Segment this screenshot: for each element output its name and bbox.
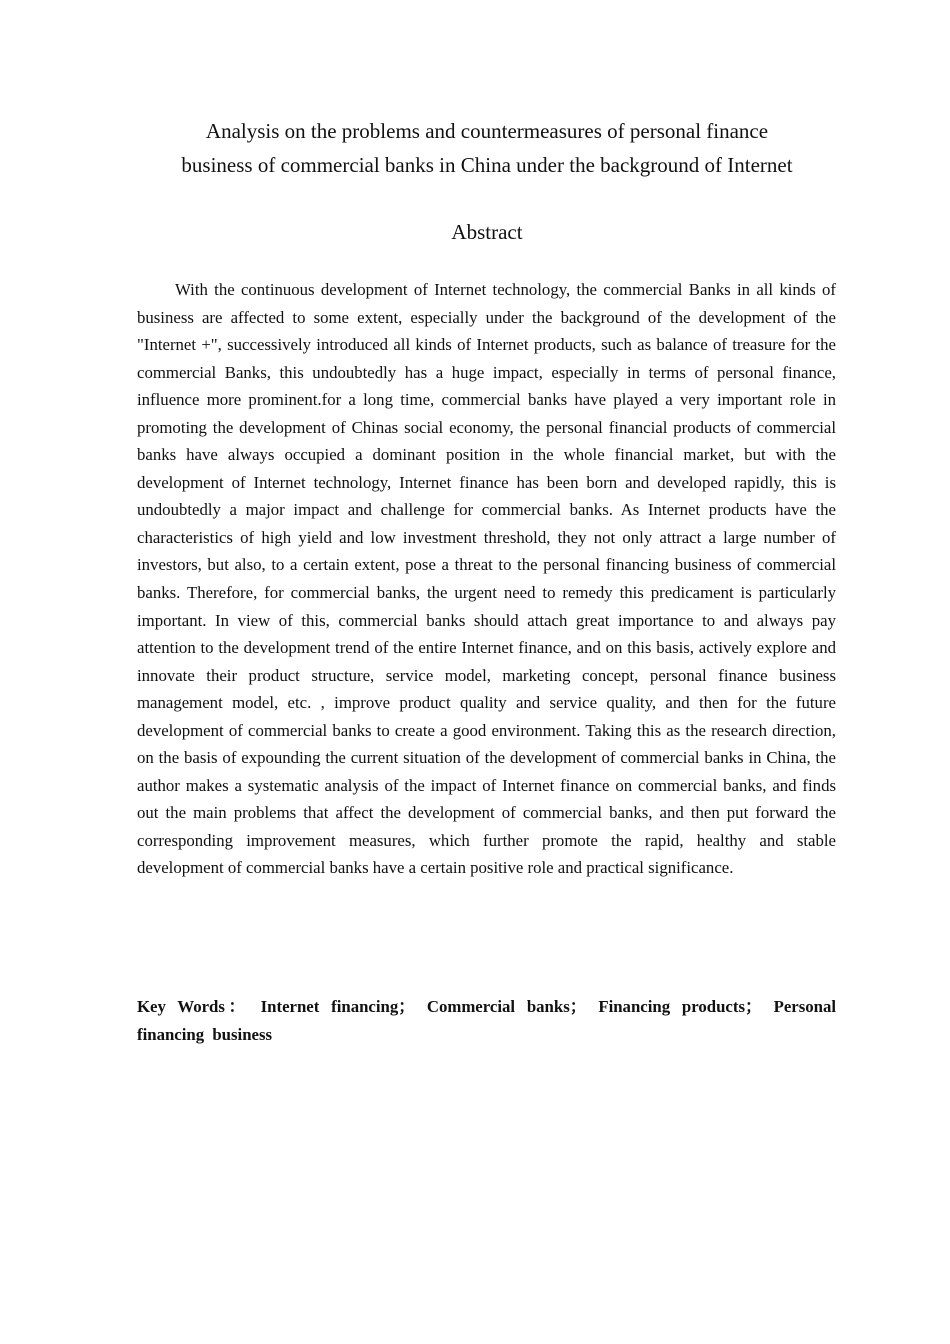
keywords-label: Key Words：	[137, 997, 249, 1016]
keyword: Commercial banks；	[426, 997, 587, 1016]
abstract-heading: Abstract	[451, 220, 523, 244]
keyword: Internet financing；	[260, 997, 416, 1016]
title-line-1: Analysis on the problems and countermeasures of personal finance	[205, 119, 769, 143]
title-line-2: business of commercial banks in China under the background of Internet	[181, 153, 793, 177]
keywords-line	[137, 993, 836, 1048]
abstract-paragraph: With the continuous development of Internet technology, the commercial Banks in all kinds of business are affected to some extent, especially under the background of the development of the "Internet +", successively introduced all kinds of Internet products, such as balance of treasure for the commercial Banks, this undoubtedly has a huge impact, especially in terms of personal finance, influence more prominent.for a long time, commercial banks have played a very important role in promoting the development of Chinas social economy, the personal financial products of commercial banks have always occupied a dominant position in the whole financial market, but with the development of Internet technology, Internet finance has been born and developed rapidly, this is undoubtedly a major impact and challenge for commercial banks. As Internet products have the characteristics of high yield and low investment threshold, they not only attract a large number of investors, but also, to a certain extent, pose a threat to the personal financing business of commercial banks. Therefore, for commercial banks, the urgent need to remedy this predicament is particularly important. In view of this, commercial banks should attach great importance to and always pay attention to the development trend of the entire Internet finance, and on this basis, actively explore and innovate their product structure, service model, marketing concept, personal finance business management model, etc. , improve product quality and service quality, and then for the future development of commercial banks to create a good environment. Taking this as the research direction, on the basis of expounding the current situation of the development of commercial banks in China, the author makes a systematic analysis of the impact of Internet finance on commercial banks, and finds out the main problems that affect the development of commercial banks, and then put forward the corresponding improvement measures, which further promote the rapid, healthy and stable development of commercial banks have a certain positive role and practical significance.	[137, 280, 836, 878]
keyword: Financing products；	[598, 997, 762, 1016]
keyword: Personal financing business	[137, 997, 837, 1044]
paper-title	[100, 114, 874, 182]
